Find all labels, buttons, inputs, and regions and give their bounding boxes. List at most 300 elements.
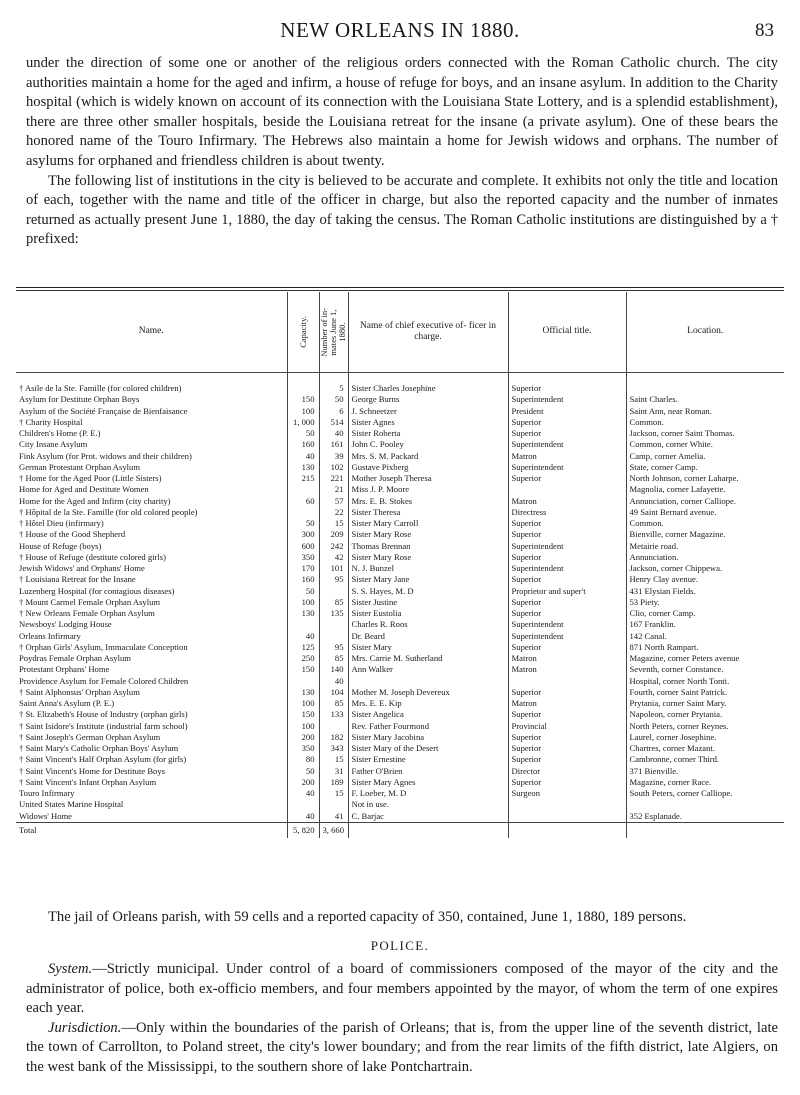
cell-official-title: Superior (508, 597, 626, 608)
cell-inmates: 85 (319, 653, 348, 664)
cell-name: Fink Asylum (for Prot. widows and their children) (19, 450, 192, 461)
table-row (16, 721, 784, 732)
table-row (16, 574, 784, 585)
cell-capacity: 100 (287, 406, 319, 417)
jurisdiction-label: Jurisdiction. (48, 1019, 122, 1036)
cell-official-title (508, 811, 626, 823)
cell-official-title: Superior (508, 417, 626, 428)
header-name: Name. (16, 292, 287, 373)
table-row (16, 529, 784, 540)
cell-inmates: 182 (319, 732, 348, 743)
cell-inmates: 140 (319, 664, 348, 675)
table-row (16, 552, 784, 563)
cell-capacity: 300 (287, 529, 319, 540)
cell-official-title: Proprietor and super't (508, 586, 626, 597)
table-row (16, 743, 784, 754)
cell-chief-officer: Sister Charles Josephine (348, 383, 508, 394)
cell-capacity: 130 (287, 462, 319, 473)
cell-official-title: Superior (508, 574, 626, 585)
page-header (26, 18, 774, 42)
cell-official-title: Superintendent (508, 439, 626, 450)
cell-official-title: Matron (508, 653, 626, 664)
cell-location: Jackson, corner Chippewa. (626, 563, 784, 574)
cell-official-title: Surgeon (508, 788, 626, 799)
blank (626, 822, 784, 838)
cell-capacity: 130 (287, 687, 319, 698)
table-row (16, 766, 784, 777)
cell-official-title: Superior (508, 642, 626, 653)
cell-inmates: 343 (319, 743, 348, 754)
cell-name: † Saint Alphonsus' Orphan Asylum (19, 686, 140, 697)
cell-inmates: 15 (319, 754, 348, 765)
cell-chief-officer: N. J. Bunzel (348, 563, 508, 574)
cell-inmates: 85 (319, 698, 348, 709)
table-row (16, 507, 784, 518)
page-number: 83 (755, 20, 774, 41)
cell-official-title: Directress (508, 507, 626, 518)
cell-location: 352 Esplanade. (626, 811, 784, 823)
cell-location: Henry Clay avenue. (626, 574, 784, 585)
cell-chief-officer: Rev. Father Fourmond (348, 721, 508, 732)
institutions-table (16, 292, 784, 838)
cell-official-title: Superior (508, 529, 626, 540)
cell-official-title: Matron (508, 664, 626, 675)
cell-chief-officer: S. S. Hayes, M. D (348, 586, 508, 597)
table-row (16, 417, 784, 428)
cell-chief-officer: Sister Agnes (348, 417, 508, 428)
cell-capacity: 600 (287, 541, 319, 552)
cell-capacity: 150 (287, 394, 319, 405)
total-label: Total (16, 822, 287, 838)
cell-location: Jackson, corner Saint Thomas. (626, 428, 784, 439)
cell-name: Providence Asylum for Female Colored Children (19, 675, 189, 686)
table-header-row (16, 292, 784, 373)
table-row (16, 518, 784, 529)
table-row (16, 608, 784, 619)
table-row (16, 451, 784, 462)
cell-official-title (508, 676, 626, 687)
cell-capacity: 170 (287, 563, 319, 574)
cell-location: Magnolia, corner Lafayette. (626, 484, 784, 495)
cell-chief-officer: Charles R. Roos (348, 619, 508, 630)
cell-official-title: Superintendent (508, 631, 626, 642)
cell-chief-officer: Sister Mary Carroll (348, 518, 508, 529)
table-row (16, 563, 784, 574)
cell-name: † Saint Vincent's Half Orphan Asylum (for girls) (19, 754, 187, 765)
cell-official-title (508, 799, 626, 810)
table-row (16, 462, 784, 473)
cell-official-title: Superior (508, 777, 626, 788)
cell-chief-officer: John C. Pooley (348, 439, 508, 450)
cell-capacity: 50 (287, 428, 319, 439)
cell-official-title: Superior (508, 473, 626, 484)
cell-capacity: 250 (287, 653, 319, 664)
system-paragraph (26, 960, 778, 1019)
cell-official-title: Provincial (508, 721, 626, 732)
section-title-police: POLICE. (370, 938, 430, 953)
table-row (16, 619, 784, 630)
table-row (16, 687, 784, 698)
cell-inmates: 57 (319, 496, 348, 507)
cell-name: Widows' Home (19, 810, 72, 821)
cell-name: † Saint Vincent's Home for Destitute Boys (19, 765, 165, 776)
cell-name: Asylum for Destitute Orphan Boys (19, 394, 140, 405)
cell-chief-officer: Sister Justine (348, 597, 508, 608)
cell-location: 431 Elysian Fields. (626, 586, 784, 597)
cell-inmates (319, 799, 348, 810)
cell-inmates (319, 619, 348, 630)
cell-location: Chartres, corner Mazant. (626, 743, 784, 754)
cell-inmates (319, 721, 348, 732)
cell-official-title: Superior (508, 754, 626, 765)
cell-chief-officer: F. Loeber, M. D (348, 788, 508, 799)
cell-inmates: 42 (319, 552, 348, 563)
cell-location: Saint Ann, near Roman. (626, 406, 784, 417)
cell-inmates: 15 (319, 518, 348, 529)
cell-location: Camp, corner Amelia. (626, 451, 784, 462)
cell-capacity: 125 (287, 642, 319, 653)
cell-inmates: 85 (319, 597, 348, 608)
cell-official-title: Superintendent (508, 394, 626, 405)
cell-location: Napoleon, corner Prytania. (626, 709, 784, 720)
cell-chief-officer: Sister Theresa (348, 507, 508, 518)
cell-capacity: 40 (287, 788, 319, 799)
cell-location: 871 North Rampart. (626, 642, 784, 653)
cell-capacity: 200 (287, 777, 319, 788)
cell-capacity: 100 (287, 698, 319, 709)
table-row (16, 484, 784, 495)
table-row (16, 394, 784, 405)
cell-official-title (508, 484, 626, 495)
cell-official-title: Superior (508, 687, 626, 698)
cell-location: 142 Canal. (626, 631, 784, 642)
cell-location: 371 Bienville. (626, 766, 784, 777)
cell-inmates: 21 (319, 484, 348, 495)
cell-inmates: 101 (319, 563, 348, 574)
police-text (26, 960, 778, 1078)
table-row (16, 631, 784, 642)
cell-name: Home for Aged and Destitute Women (19, 484, 149, 495)
cell-name: Protestant Orphans' Home (19, 664, 110, 675)
cell-name: † Orphan Girls' Asylum, Immaculate Conception (19, 641, 188, 652)
cell-inmates: 40 (319, 676, 348, 687)
table-row (16, 788, 784, 799)
cell-chief-officer: Mrs. E. B. Stokes (348, 496, 508, 507)
cell-inmates: 95 (319, 642, 348, 653)
cell-capacity: 50 (287, 586, 319, 597)
cell-location: South Peters, corner Calliope. (626, 788, 784, 799)
cell-location: Common. (626, 417, 784, 428)
header-location: Location. (626, 292, 784, 373)
table-row (16, 664, 784, 675)
cell-location: Bienville, corner Magazine. (626, 529, 784, 540)
cell-inmates: 161 (319, 439, 348, 450)
table-row (16, 676, 784, 687)
cell-chief-officer: C. Barjac (348, 811, 508, 823)
cell-capacity: 40 (287, 811, 319, 823)
cell-name: Children's Home (P. E.) (19, 428, 101, 438)
table-row (16, 541, 784, 552)
cell-official-title: Superior (508, 518, 626, 529)
table-row (16, 586, 784, 597)
system-text: —Strictly municipal. Under control of a board of commissioners composed of the mayor of the city and the administrator of police, both ex-officio members, and four members appointed by the mayor, of whom the term of one expires each year. (26, 961, 778, 1017)
cell-location: Fourth, corner Saint Patrick. (626, 687, 784, 698)
cell-inmates: 22 (319, 507, 348, 518)
cell-chief-officer: Sister Mary Rose (348, 529, 508, 540)
table-row (16, 597, 784, 608)
cell-capacity: 50 (287, 766, 319, 777)
cell-inmates: 221 (319, 473, 348, 484)
cell-chief-officer: Thomas Brennan (348, 541, 508, 552)
cell-location: 53 Piety. (626, 597, 784, 608)
cell-capacity: 215 (287, 473, 319, 484)
cell-name: † Mount Carmel Female Orphan Asylum (19, 596, 161, 607)
cell-inmates: 133 (319, 709, 348, 720)
cell-location: Hospital, corner North Tonti. (626, 676, 784, 687)
cell-name: † Saint Mary's Catholic Orphan Boys' Asylum (19, 743, 179, 753)
cell-official-title: Superintendent (508, 462, 626, 473)
cell-name: German Protestant Orphan Asylum (19, 461, 141, 472)
cell-location: State, corner Camp. (626, 462, 784, 473)
cell-chief-officer: Mother Joseph Theresa (348, 473, 508, 484)
jail-paragraph: The jail of Orleans parish, with 59 cells and a reported capacity of 350, contained, June 1, 1880, 189 persons. (48, 909, 687, 925)
table-row (16, 732, 784, 743)
cell-name: Asylum of the Société Française de Bienfaisance (19, 405, 188, 416)
cell-capacity: 100 (287, 721, 319, 732)
cell-chief-officer (348, 676, 508, 687)
header-capacity: Capacity. (287, 292, 319, 373)
cell-location: Magazine, corner Race. (626, 777, 784, 788)
cell-inmates: 31 (319, 766, 348, 777)
cell-name: † House of Refuge (destitute colored girls) (19, 551, 167, 562)
table-total-row (16, 822, 784, 838)
cell-official-title: Superintendent (508, 563, 626, 574)
cell-location: Laurel, corner Josephine. (626, 732, 784, 743)
table-row (16, 406, 784, 417)
cell-capacity: 350 (287, 552, 319, 563)
intro-paragraph: The following list of institutions in the city is believed to be accurate and complete. It exhibits not only the title and location of each, together with the name and title of the officer in charge, but also the reported capacity and the number of inmates returned as actually present June 1, 1880, the day of taking the census. The Roman Catholic institutions are distinguished by a † prefixed: (26, 172, 778, 248)
cell-location: Prytania, corner Saint Mary. (626, 698, 784, 709)
intro-text (26, 54, 778, 250)
cell-chief-officer: Ann Walker (348, 664, 508, 675)
cell-official-title: Superior (508, 383, 626, 394)
cell-inmates: 6 (319, 406, 348, 417)
cell-chief-officer: Sister Eustolia (348, 608, 508, 619)
cell-chief-officer: Not in use. (348, 799, 508, 810)
cell-location: Saint Charles. (626, 394, 784, 405)
cell-chief-officer: Sister Mary Jane (348, 574, 508, 585)
running-title: NEW ORLEANS IN 1880. (280, 18, 520, 42)
cell-name: Orleans Infirmary (19, 630, 81, 641)
cell-inmates: 104 (319, 687, 348, 698)
cell-official-title: Matron (508, 698, 626, 709)
jurisdiction-text: —Only within the boundaries of the parish of Orleans; that is, from the upper line of the seventh district, late the town of Carrollton, to Poland street, the city's lower boundary; and from the rear limits of the fifth district, late Algiers, on the west bank of the Mississippi, to the southern shore of lake Pontchartrain. (26, 1019, 778, 1075)
cell-chief-officer: Mother M. Joseph Devereux (348, 687, 508, 698)
cell-location (626, 799, 784, 810)
cell-name: † Charity Hospital (19, 416, 83, 427)
cell-official-title: Superior (508, 732, 626, 743)
blank (508, 822, 626, 838)
jurisdiction-paragraph (26, 1019, 778, 1078)
cell-inmates (319, 631, 348, 642)
table-row (16, 799, 784, 810)
cell-name: † Asile de la Ste. Famille (for colored children) (19, 383, 182, 393)
cell-official-title: Matron (508, 451, 626, 462)
cell-capacity: 160 (287, 439, 319, 450)
cell-inmates: 39 (319, 451, 348, 462)
cell-chief-officer: Sister Mary Agnes (348, 777, 508, 788)
table-row (16, 473, 784, 484)
cell-name: Home for the Aged and Infirm (city charity) (19, 495, 171, 506)
cell-location: 49 Saint Bernard avenue. (626, 507, 784, 518)
table-spacer-row (16, 373, 784, 384)
cell-location: Common, corner White. (626, 439, 784, 450)
cell-capacity (287, 676, 319, 687)
cell-name: † New Orleans Female Orphan Asylum (19, 608, 155, 618)
cell-chief-officer: Mrs. S. M. Packard (348, 451, 508, 462)
table-row (16, 439, 784, 450)
cell-capacity: 200 (287, 732, 319, 743)
cell-capacity: 150 (287, 664, 319, 675)
header-inmates: Number of in- mates June 1, 1880. (319, 292, 348, 373)
cell-chief-officer: Sister Mary (348, 642, 508, 653)
cell-official-title: Superintendent (508, 541, 626, 552)
cell-location: Annunciation, corner Calliope. (626, 496, 784, 507)
cell-capacity (287, 507, 319, 518)
cell-name: Jewish Widows' and Orphans' Home (19, 563, 145, 573)
cell-capacity: 160 (287, 574, 319, 585)
cell-name: Touro Infirmary (19, 788, 75, 798)
cell-name: † Hôpital de la Ste. Famille (for old colored people) (19, 506, 198, 517)
cell-location: Cambronne, corner Third. (626, 754, 784, 765)
total-inmates: 3, 660 (319, 822, 348, 838)
cell-inmates: 514 (319, 417, 348, 428)
cell-inmates: 95 (319, 574, 348, 585)
cell-location: North Peters, corner Reynes. (626, 721, 784, 732)
cell-name: City Insane Asylum (19, 439, 88, 450)
cell-name: † Hôtel Dieu (infirmary) (19, 518, 104, 528)
cell-chief-officer: Sister Angelica (348, 709, 508, 720)
cell-official-title: President (508, 406, 626, 417)
total-capacity: 5, 820 (287, 822, 319, 838)
cell-chief-officer: Mrs. E. E. Kip (348, 698, 508, 709)
intro-paragraph: under the direction of some one or another of the religious orders connected with the Roman Catholic church. The city authorities maintain a home for the aged and infirm, a house of refuge for boys, and an insane asylum. In addition to the Charity hospital (which is widely known on account of its connection with the Louisiana State Lottery, and is a splendid establishment), there are three other smaller hospitals, beside the Louisiana retreat for the insane (a private asylum). One of these bears the honored name of the Touro Infirmary. The Hebrews also maintain a home for Jewish widows and orphans. The number of asylums for orphaned and friendless children is about twenty. (26, 55, 778, 169)
cell-capacity (287, 383, 319, 394)
cell-name: † Saint Isidore's Institute (industrial farm school) (19, 720, 188, 731)
cell-chief-officer: Gustave Pixberg (348, 462, 508, 473)
table-row (16, 811, 784, 823)
header-chief-officer: Name of chief executive of- ficer in charge. (348, 292, 508, 373)
cell-location: Seventh, corner Constance. (626, 664, 784, 675)
cell-inmates: 189 (319, 777, 348, 788)
cell-official-title: Superior (508, 608, 626, 619)
cell-capacity (287, 484, 319, 495)
cell-capacity: 50 (287, 518, 319, 529)
cell-capacity: 60 (287, 496, 319, 507)
cell-official-title: Superior (508, 709, 626, 720)
cell-inmates: 15 (319, 788, 348, 799)
table-row (16, 777, 784, 788)
cell-chief-officer: George Burns (348, 394, 508, 405)
cell-name: Poydras Female Orphan Asylum (19, 653, 131, 663)
table-row (16, 428, 784, 439)
cell-official-title: Superior (508, 743, 626, 754)
cell-chief-officer: Father O'Brien (348, 766, 508, 777)
table-row (16, 698, 784, 709)
cell-chief-officer: Sister Mary Rose (348, 552, 508, 563)
cell-name: Saint Anna's Asylum (P. E.) (19, 698, 115, 708)
cell-name: Luzenberg Hospital (for contagious diseases) (19, 585, 175, 596)
cell-inmates: 135 (319, 608, 348, 619)
cell-location: North Johnson, corner Laharpe. (626, 473, 784, 484)
header-official-title: Official title. (508, 292, 626, 373)
cell-location (626, 383, 784, 394)
cell-capacity: 1, 000 (287, 417, 319, 428)
cell-inmates: 5 (319, 383, 348, 394)
cell-name: † St. Elizabeth's House of Industry (orphan girls) (19, 709, 188, 720)
cell-inmates (319, 586, 348, 597)
cell-name: † Home for the Aged Poor (Little Sisters) (19, 473, 162, 483)
cell-capacity: 350 (287, 743, 319, 754)
cell-name: United States Marine Hospital (19, 799, 124, 810)
cell-chief-officer: Sister Mary Jacobina (348, 732, 508, 743)
cell-inmates: 41 (319, 811, 348, 823)
cell-inmates: 40 (319, 428, 348, 439)
cell-location: Common. (626, 518, 784, 529)
cell-capacity: 80 (287, 754, 319, 765)
cell-chief-officer: Sister Roberta (348, 428, 508, 439)
system-label: System. (48, 961, 93, 977)
cell-capacity: 40 (287, 631, 319, 642)
table-row (16, 383, 784, 394)
cell-capacity: 130 (287, 608, 319, 619)
cell-official-title: Superior (508, 552, 626, 563)
cell-name: † Saint Vincent's Infant Orphan Asylum (19, 776, 157, 787)
table-row (16, 642, 784, 653)
cell-inmates: 242 (319, 541, 348, 552)
cell-capacity: 150 (287, 709, 319, 720)
cell-capacity: 100 (287, 597, 319, 608)
table-row (16, 496, 784, 507)
blank (348, 822, 508, 838)
cell-location: Metairie road. (626, 541, 784, 552)
cell-capacity: 40 (287, 451, 319, 462)
cell-chief-officer: J. Schneetzer (348, 406, 508, 417)
jail-text (26, 908, 778, 928)
cell-chief-officer: Sister Mary of the Desert (348, 743, 508, 754)
table-top-rule (16, 287, 784, 288)
cell-location: Annunciation. (626, 552, 784, 563)
cell-location: 167 Franklin. (626, 619, 784, 630)
cell-chief-officer: Dr. Beard (348, 631, 508, 642)
cell-official-title: Superior (508, 428, 626, 439)
table-top-rule-thin (16, 290, 784, 291)
cell-name: House of Refuge (boys) (19, 540, 102, 551)
cell-official-title: Matron (508, 496, 626, 507)
cell-capacity (287, 619, 319, 630)
cell-capacity (287, 799, 319, 810)
cell-chief-officer: Miss J. P. Moore (348, 484, 508, 495)
cell-chief-officer: Sister Ernestine (348, 754, 508, 765)
cell-inmates: 102 (319, 462, 348, 473)
table-row (16, 653, 784, 664)
cell-location: Clio, corner Camp. (626, 608, 784, 619)
table-row (16, 709, 784, 720)
cell-inmates: 50 (319, 394, 348, 405)
cell-inmates: 209 (319, 529, 348, 540)
cell-official-title: Superintendent (508, 619, 626, 630)
cell-name: Newsboys' Lodging House (19, 619, 112, 630)
